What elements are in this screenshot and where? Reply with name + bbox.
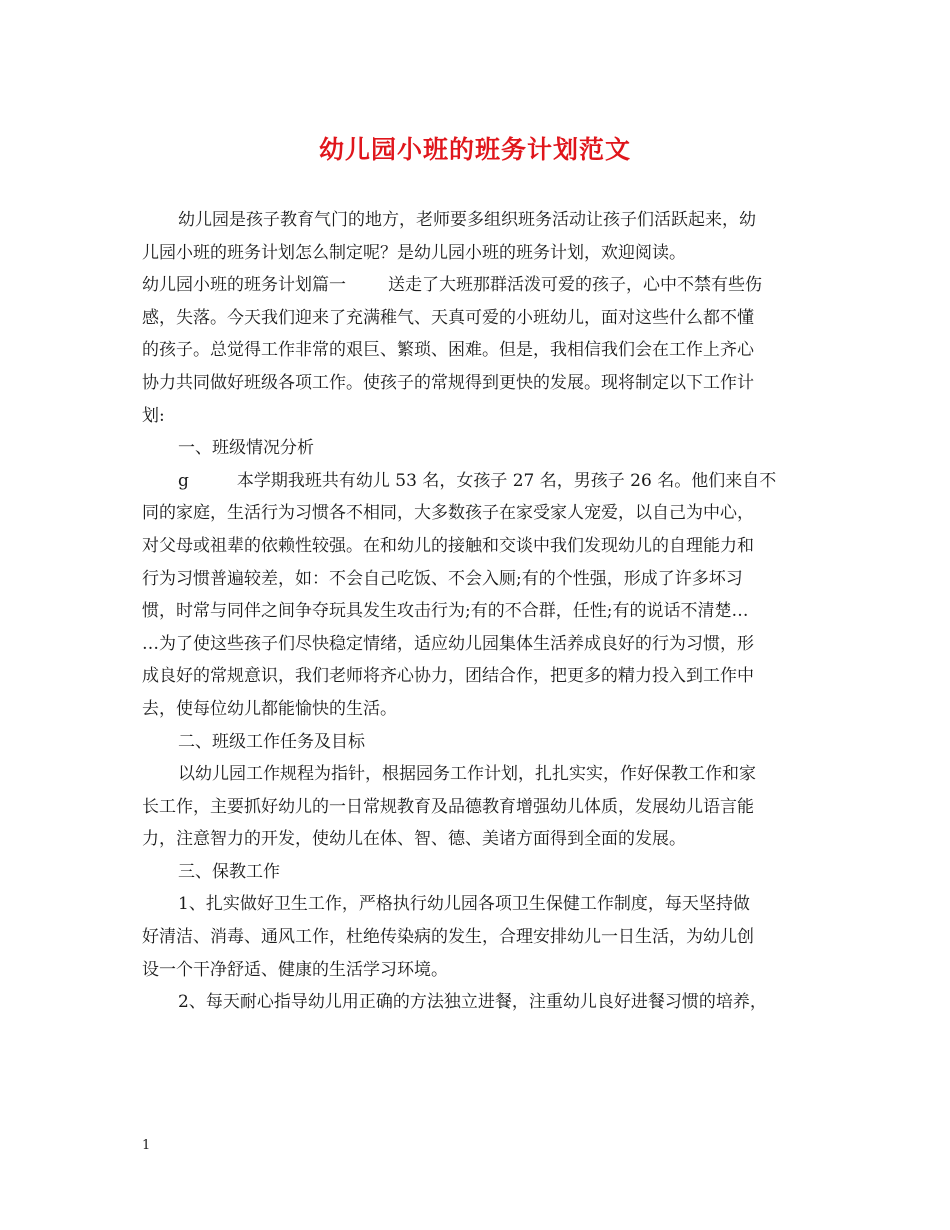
paragraph-line [142, 465, 810, 498]
document-title: 幼儿园小班的班务计划范文 [318, 135, 631, 164]
paragraph-line: 去，使每位幼儿都能愉快的生活。 [142, 698, 397, 719]
paragraph-line: 长工作，主要抓好幼儿的一日常规教育及品德教育增强幼儿体质，发展幼儿语言能 [142, 796, 754, 817]
section-heading-article-one: 幼儿园小班的班务计划篇一 [142, 275, 346, 296]
paragraph-line [142, 269, 810, 302]
stray-character: g [178, 470, 189, 491]
paragraph-line: 的孩子。总觉得工作非常的艰巨、繁琐、困难。但是，我相信我们会在工作上齐心 [142, 340, 754, 361]
paragraph-line: 同的家庭，生活行为习惯各不相同，大多数孩子在家受家人宠爱，以自己为中心， [142, 503, 754, 524]
section-heading: 一、班级情况分析 [178, 438, 314, 459]
document-body [142, 204, 810, 1019]
paragraph-line: 1、扎实做好卫生工作，严格执行幼儿园各项卫生保健工作制度，每天坚持做 [178, 894, 750, 915]
paragraph-line: 好清洁、消毒、通风工作，杜绝传染病的发生，合理安排幼儿一日生活，为幼儿创 [142, 927, 754, 948]
paragraph-line: 协力共同做好班级各项工作。使孩子的常规得到更快的发展。现将制定以下工作计 [142, 372, 754, 393]
paragraph-line: 惯，时常与同伴之间争夺玩具发生攻击行为;有的不合群，任性;有的说话不清楚… [142, 601, 749, 622]
section-heading: 三、保教工作 [178, 861, 280, 882]
paragraph-line: 对父母或祖辈的依赖性较强。在和幼儿的接触和交谈中我们发现幼儿的自理能力和 [142, 535, 754, 556]
paragraph-line: 儿园小班的班务计划怎么制定呢？是幼儿园小班的班务计划，欢迎阅读。 [142, 242, 686, 263]
section-heading: 二、班级工作任务及目标 [178, 731, 365, 752]
page-number: 1 [142, 1138, 151, 1153]
paragraph-line: 2、每天耐心指导幼儿用正确的方法独立进餐，注重幼儿良好进餐习惯的培养， [178, 992, 767, 1013]
paragraph-line: 感，失落。今天我们迎来了充满稚气、天真可爱的小班幼儿，面对这些什么都不懂 [142, 307, 754, 328]
paragraph-line: …为了使这些孩子们尽快稳定情绪，适应幼儿园集体生活养成良好的行为习惯，形 [142, 633, 754, 654]
paragraph-text: 送走了大班那群活泼可爱的孩子，心中不禁有些伤 [388, 275, 762, 296]
paragraph-line: 成良好的常规意识，我们老师将齐心协力，团结合作，把更多的精力投入到工作中 [142, 666, 754, 687]
paragraph-line: 行为习惯普遍较差，如：不会自己吃饭、不会入厕;有的个性强，形成了许多坏习 [142, 568, 743, 589]
paragraph-line: 幼儿园是孩子教育气门的地方，老师要多组织班务活动让孩子们活跃起来，幼 [178, 210, 756, 230]
paragraph-line: 力，注意智力的开发，使幼儿在体、智、德、美诸方面得到全面的发展。 [142, 829, 686, 850]
paragraph-text: 本学期我班共有幼儿 53 名，女孩子 27 名，男孩子 26 名。他们来自不 [236, 470, 777, 491]
paragraph-line: 设一个干净舒适、健康的生活学习环境。 [142, 959, 448, 980]
paragraph-line: 划: [142, 405, 165, 426]
paragraph-line: 以幼儿园工作规程为指针，根据园务工作计划，扎扎实实，作好保教工作和家 [178, 764, 756, 785]
